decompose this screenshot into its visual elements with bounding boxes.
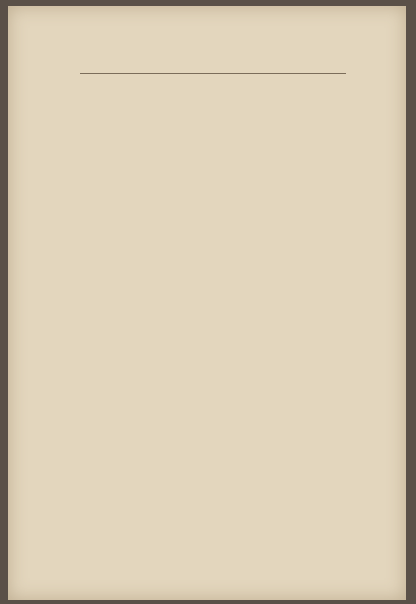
- toc-group-top: [80, 72, 346, 74]
- table-of-contents: [80, 72, 346, 74]
- book-page: [8, 6, 406, 600]
